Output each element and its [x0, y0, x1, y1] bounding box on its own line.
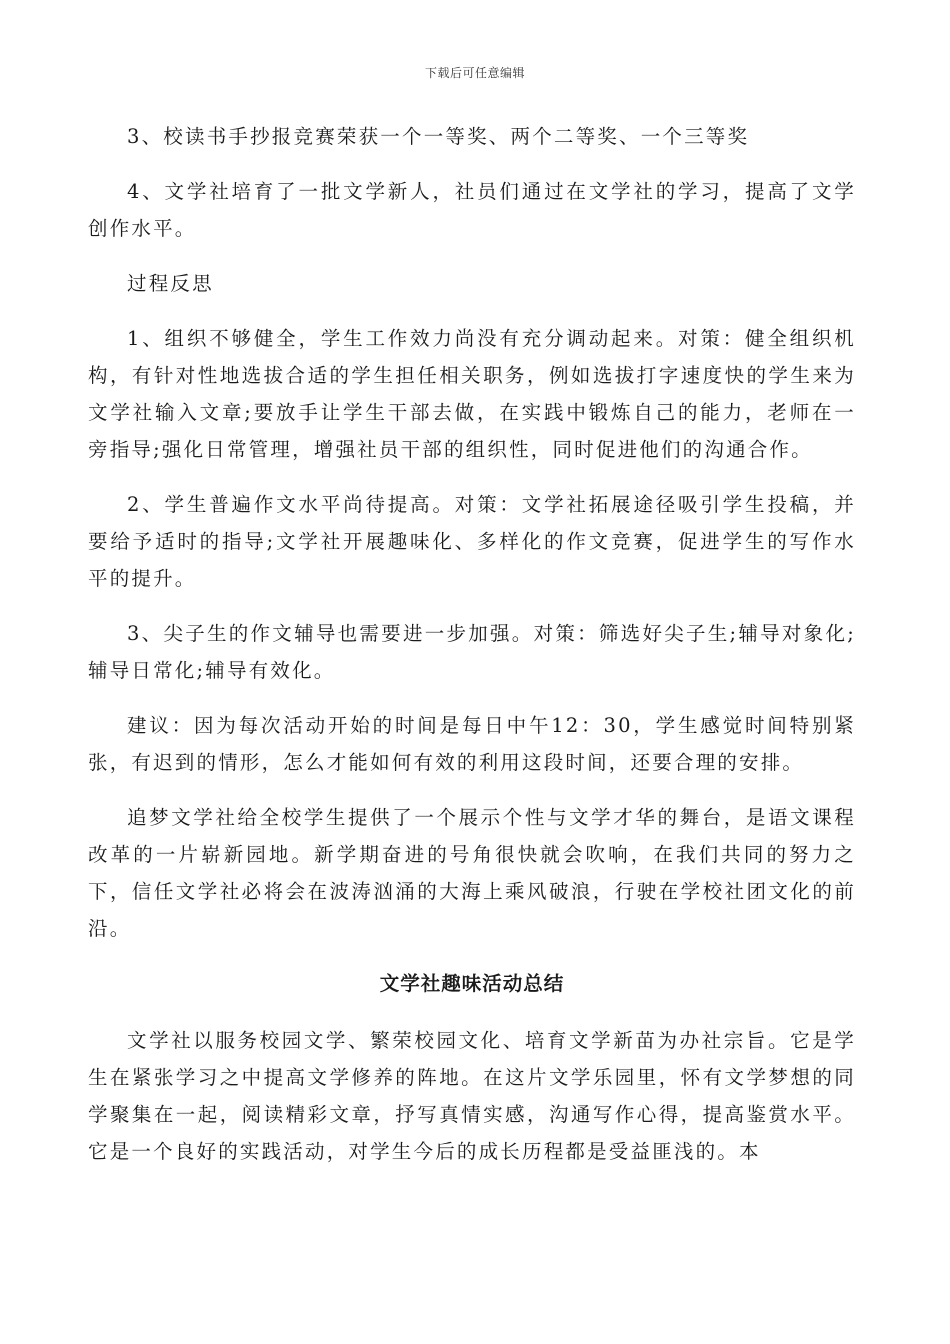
- section-title: 文学社趣味活动总结: [379, 972, 565, 995]
- paragraph-conclusion: 追梦文学社给全校学生提供了一个展示个性与文学才华的舞台，是语文课程改革的一片崭新园地。新学期奋进的号角很快就会吹响，在我们共同的努力之下，信任文学社必将会在波涛汹涌的大海上乘风破浪，行驶在学校社团文化的前沿。: [88, 806, 856, 940]
- paragraph-reflection-1: 1、组织不够健全，学生工作效力尚没有充分调动起来。对策：健全组织机构，有针对性地选拔合适的学生担任相关职务，例如选拔打字速度快的学生来为文学社输入文章;要放手让学生干部去做，在实践中锻炼自己的能力，老师在一旁指导;强化日常管理，增强社员干部的组织性，同时促进他们的沟通合作。: [88, 327, 856, 461]
- paragraph-reflection-2: 2、学生普遍作文水平尚待提高。对策：文学社拓展途径吸引学生投稿，并要给予适时的指导;文学社开展趣味化、多样化的作文竞赛，促进学生的写作水平的提升。: [88, 493, 856, 590]
- page-header-note: 下载后可任意编辑: [424, 66, 525, 80]
- paragraph-club-intro: 文学社以服务校园文学、繁荣校园文化、培育文学新苗为办社宗旨。它是学生在紧张学习之中提高文学修养的阵地。在这片文学乐园里，怀有文学梦想的同学聚集在一起，阅读精彩文章，抒写真情实感，沟通写作心得，提高鉴赏水平。它是一个良好的实践活动，对学生今后的成长历程都是受益匪浅的。本: [88, 1029, 856, 1163]
- paragraph-new-talent: 4、文学社培育了一批文学新人，社员们通过在文学社的学习，提高了文学创作水平。: [88, 180, 856, 240]
- paragraph-award-result: 3、校读书手抄报竞赛荣获一个一等奖、两个二等奖、一个三等奖: [127, 125, 750, 148]
- paragraph-suggestion: 建议：因为每次活动开始的时间是每日中午12：30，学生感觉时间特别紧张，有迟到的情形，怎么才能如何有效的利用这段时间，还要合理的安排。: [88, 714, 856, 774]
- subheading-process-reflection: 过程反思: [127, 272, 214, 295]
- document-body: [88, 118, 856, 1188]
- paragraph-reflection-3: 3、尖子生的作文辅导也需要进一步加强。对策：筛选好尖子生;辅导对象化;辅导日常化;辅导有效化。: [88, 622, 856, 682]
